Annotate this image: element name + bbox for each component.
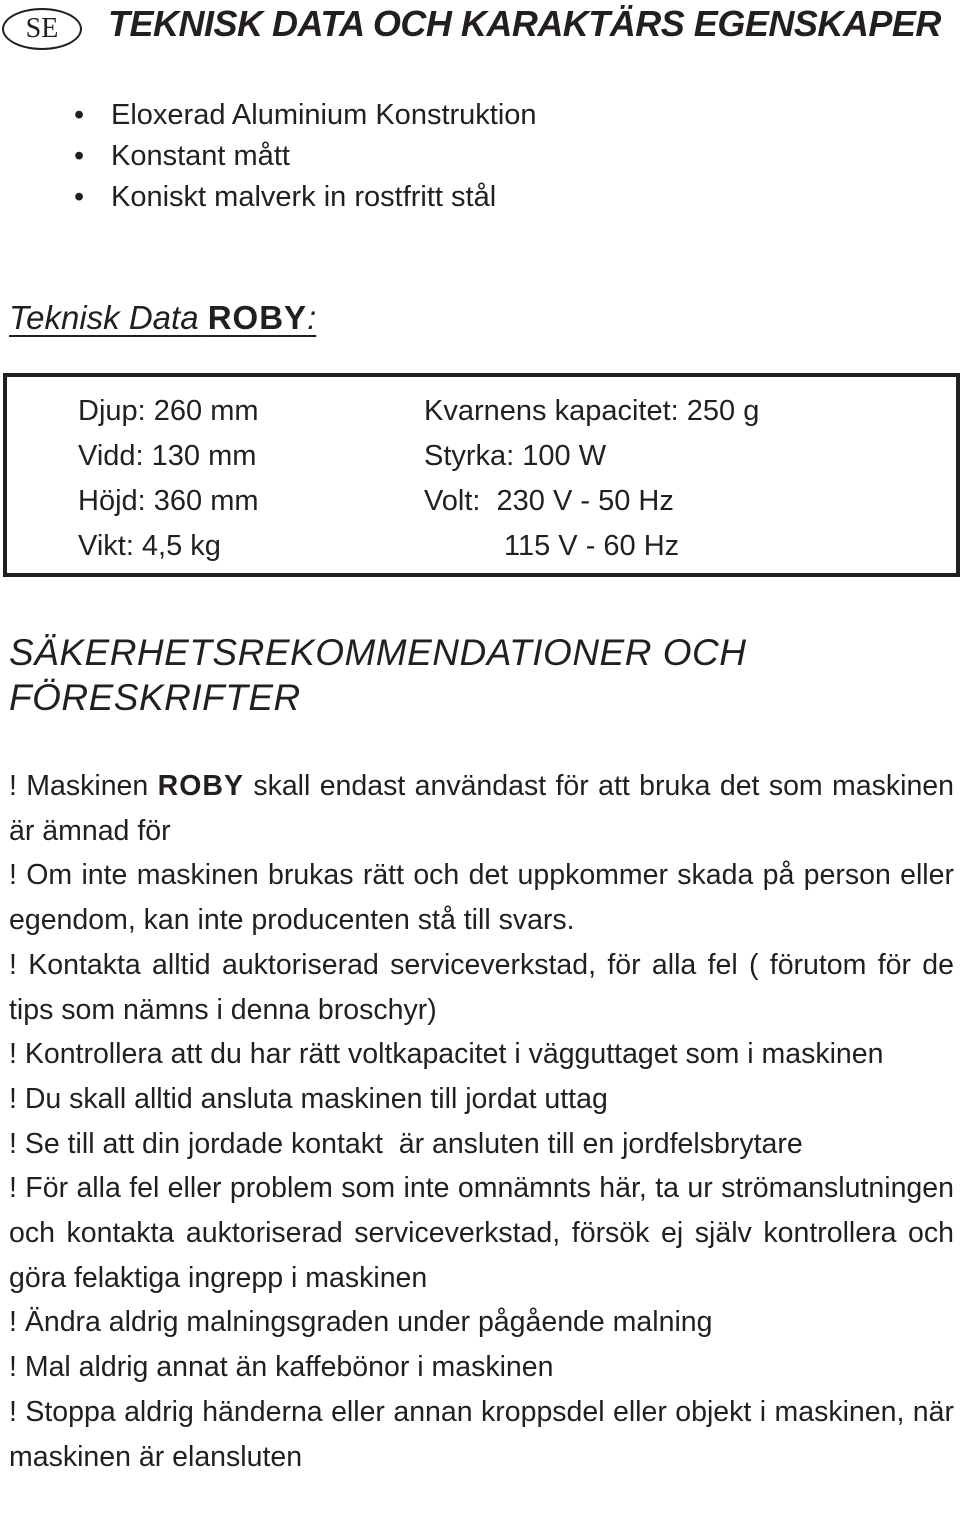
spec-heading-prefix: Teknisk Data — [9, 299, 208, 336]
language-badge: SE — [2, 8, 82, 50]
spec-column-electrical — [424, 389, 759, 569]
feature-text: Koniskt malverk in rostfritt stål — [111, 181, 497, 213]
feature-text: Eloxerad Aluminium Konstruktion — [111, 99, 537, 131]
safety-list — [9, 764, 954, 1479]
safety-item — [9, 764, 954, 853]
safety-item: ! Kontakta alltid auktoriserad serviceverkstad, för alla fel ( förutom för de tips som nämns i denna broschyr) — [9, 948, 954, 1026]
safety-title-line2: FÖRESKRIFTER — [9, 677, 301, 718]
page-title: TEKNISK DATA OCH KARAKTÄRS EGENSKAPER — [108, 3, 941, 44]
feature-item — [74, 95, 537, 136]
safety-item: ! För alla fel eller problem som inte omnämnts här, ta ur strömanslutningen och kontakta auktoriserad serviceverkstad, försök ej själv kontrollera och göra felaktiga ingrepp i maskinen — [9, 1172, 954, 1294]
safety-item: ! Mal aldrig annat än kaffebönor i maskinen — [9, 1351, 554, 1384]
spec-heading — [9, 296, 316, 340]
spec-heading-brand: ROBY — [207, 299, 308, 336]
spec-height: Höjd: 360 mm — [78, 485, 259, 517]
feature-text: Konstant mått — [111, 140, 290, 172]
safety-item: ! Se till att din jordade kontakt är ansluten till en jordfelsbrytare — [9, 1127, 803, 1160]
safety-item: ! Om inte maskinen brukas rätt och det uppkommer skada på person eller egendom, kan inte producenten stå till svars. — [9, 859, 954, 937]
spec-depth: Djup: 260 mm — [78, 395, 259, 427]
safety-item-text: skall endast användast för att bruka det som maskinen är ämnad för — [9, 770, 954, 847]
bullet-icon: • — [74, 181, 85, 213]
feature-item — [74, 136, 537, 177]
feature-list — [74, 95, 537, 218]
spec-voltage: Volt: 230 V - 50 Hz — [424, 485, 674, 517]
spec-heading-suffix: : — [307, 299, 317, 336]
brand-name: ROBY — [157, 770, 244, 802]
safety-item: ! Ändra aldrig malningsgraden under pågående malning — [9, 1306, 713, 1339]
spec-capacity: Kvarnens kapacitet: 250 g — [424, 395, 760, 427]
spec-weight: Vikt: 4,5 kg — [78, 530, 221, 562]
safety-title-line1: SÄKERHETSREKOMMENDATIONER OCH — [9, 632, 747, 673]
spec-width: Vidd: 130 mm — [78, 440, 257, 472]
safety-item-text: ! Maskinen — [9, 770, 158, 802]
safety-item: ! Du skall alltid ansluta maskinen till jordat uttag — [9, 1082, 608, 1115]
safety-title — [9, 630, 746, 720]
spec-power: Styrka: 100 W — [424, 440, 607, 472]
safety-item: ! Stoppa aldrig händerna eller annan kroppsdel eller objekt i maskinen, när maskinen är elansluten — [9, 1395, 954, 1473]
bullet-icon: • — [74, 140, 85, 172]
spec-voltage-alt: 115 V - 60 Hz — [504, 530, 680, 562]
spec-column-dimensions — [78, 389, 259, 569]
bullet-icon: • — [74, 99, 85, 131]
feature-item — [74, 177, 537, 218]
safety-item: ! Kontrollera att du har rätt voltkapacitet i vägguttaget som i maskinen — [9, 1038, 884, 1071]
spec-box — [3, 373, 960, 577]
